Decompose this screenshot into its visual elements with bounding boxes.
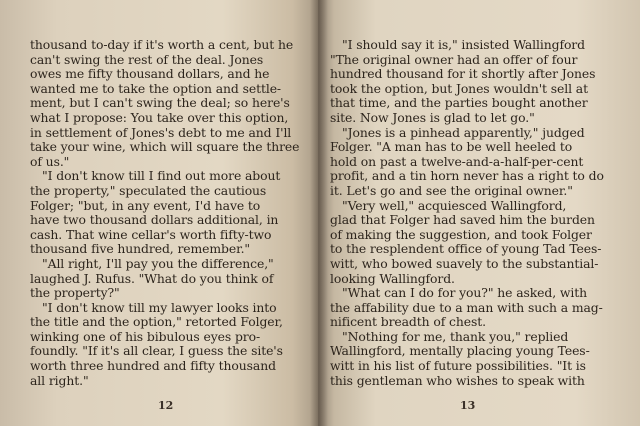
text-line: can't swing the rest of the deal. Jones	[30, 52, 264, 67]
page-number: 12	[158, 399, 174, 412]
text-line: wanted me to take the option and settle-	[30, 81, 282, 96]
text-line: that time, and the parties bought another	[330, 96, 588, 111]
text-line: "Jones is a pinhead apparently," judged	[342, 125, 585, 140]
text-line: of making the suggestion, and took Folger	[330, 227, 592, 242]
text-line: the title and the option," retorted Folger,	[30, 315, 283, 330]
text-line: of us."	[30, 154, 70, 169]
text-line: Wallingford, mentally placing young Tees-	[330, 344, 590, 359]
text-line: glad that Folger had saved him the burden	[330, 213, 595, 228]
left-page	[0, 0, 318, 426]
text-line: took the option, but Jones wouldn't sell at	[330, 81, 588, 96]
text-line: "All right, I'll pay you the difference,"	[42, 256, 274, 271]
text-line: worth three hundred and fifty thousand	[30, 359, 276, 374]
text-line: "Very well," acquiesced Wallingford,	[342, 198, 567, 213]
text-line: have two thousand dollars additional, in	[30, 213, 279, 228]
text-line: the property?"	[30, 286, 120, 301]
text-line: "What can I do for you?" he asked, with	[342, 286, 588, 301]
text-line: it. Let's go and see the original owner."	[330, 183, 573, 198]
text-line: "The original owner had an offer of four	[330, 52, 578, 67]
text-line: "Nothing for me, thank you," replied	[342, 329, 569, 344]
text-line: nificent breadth of chest.	[330, 315, 486, 330]
text-line: in settlement of Jones's debt to me and I'll	[30, 125, 292, 140]
text-line: hold on past a twelve-and-a-half-per-cent	[330, 154, 584, 169]
text-line: thousand to-day if it's worth a cent, but he	[30, 38, 294, 52]
text-line: take your wine, which will square the three	[30, 140, 300, 155]
text-line: the property," speculated the cautious	[30, 183, 267, 198]
right-page	[318, 0, 640, 426]
text-line: Folger; "but, in any event, I'd have to	[30, 198, 261, 213]
text-line: ment, but I can't swing the deal; so here's	[30, 96, 290, 111]
text-line: foundly. "If it's all clear, I guess the site's	[30, 344, 283, 359]
text-line: witt in his list of future possibilities. "It is	[330, 359, 586, 374]
text-line: Folger. "A man has to be well heeled to	[330, 140, 573, 155]
text-line: all right."	[30, 373, 89, 388]
text-line: looking Wallingford.	[330, 271, 455, 286]
text-line: profit, and a tin horn never has a right to do	[330, 169, 604, 184]
text-line: this gentleman who wishes to speak with	[330, 373, 585, 388]
left-page-text	[30, 38, 304, 388]
text-line: "I should say it is," insisted Wallingford	[342, 38, 585, 52]
book-gutter	[310, 0, 328, 426]
text-line: hundred thousand for it shortly after Jones	[330, 67, 596, 82]
text-line: thousand five hundred, remember."	[30, 242, 251, 257]
text-line: laughed J. Rufus. "What do you think of	[30, 271, 274, 286]
text-line: "I don't know till I find out more about	[42, 169, 281, 184]
text-line: what I propose: You take over this option,	[30, 110, 289, 125]
page-number: 13	[460, 399, 476, 412]
text-line: site. Now Jones is glad to let go."	[330, 110, 535, 125]
text-line: "I don't know till my lawyer looks into	[42, 300, 277, 315]
right-page-text	[330, 38, 618, 388]
text-line: owes me fifty thousand dollars, and he	[30, 67, 270, 82]
text-line: to the resplendent office of young Tad Tees-	[330, 242, 602, 257]
text-line: cash. That wine cellar's worth fifty-two	[30, 227, 272, 242]
text-line: witt, who bowed suavely to the substantial-	[330, 256, 599, 271]
text-line: winking one of his bibulous eyes pro-	[30, 329, 261, 344]
text-line: the affability due to a man with such a mag-	[330, 300, 603, 315]
